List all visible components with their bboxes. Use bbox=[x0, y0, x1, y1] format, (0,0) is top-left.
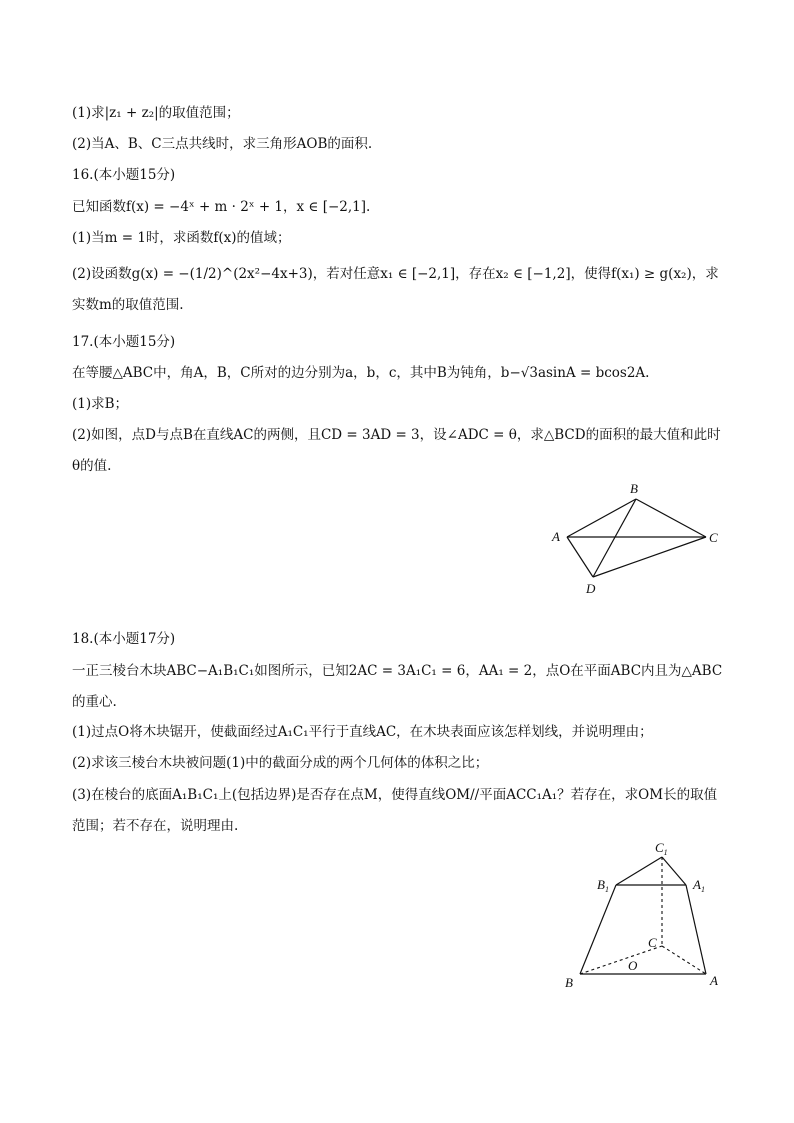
question-17-part-1: (1)求B； bbox=[72, 396, 129, 412]
label-a: A bbox=[552, 529, 560, 544]
edge-aa1 bbox=[686, 885, 706, 974]
label-b1: $B_1$ bbox=[597, 877, 609, 894]
edge-c1a1 bbox=[662, 857, 686, 885]
question-18-header: 18.(本小题17分) bbox=[72, 631, 176, 647]
question-18-part-1: (1)过点O将木块锯开，使截面经过A₁C₁平行于直线AC，在木块表面应该怎样划线，并说明理由； bbox=[72, 724, 653, 740]
question-17-part-2: (2)如图，点D与点B在直线AC的两侧，且CD = 3AD = 3，设∠ADC = θ，求△BCD的面积的最大值和此时θ的值. bbox=[72, 427, 721, 474]
question-17-stem: 在等腰△ABC中，角A，B，C所对的边分别为a，b，c，其中B为钝角，b−√3asinA = bcos2A. bbox=[72, 365, 650, 381]
edge-b1c1 bbox=[616, 857, 662, 885]
question-18-part-2: (2)求该三棱台木块被问题(1)中的截面分成的两个几何体的体积之比； bbox=[72, 755, 489, 771]
question-16-part-2: (2)设函数g(x) = −(1/2)^(2x²−4x+3)，若对任意x₁ ∈ [−2,1]，存在x₂ ∈ [−1,2]，使得f(x₁) ≥ g(x₂)，求实数m的取值范围. bbox=[72, 266, 719, 313]
question-16-stem: 已知函数f(x) = −4ˣ + m · 2ˣ + 1，x ∈ [−2,1]. bbox=[72, 199, 371, 215]
question-17-header: 17.(本小题15分) bbox=[72, 334, 176, 350]
label-a: A bbox=[710, 973, 718, 988]
frustum-figure bbox=[555, 835, 735, 995]
label-b: B bbox=[565, 975, 573, 990]
label-o: O bbox=[628, 958, 638, 973]
question-18-stem: 一正三棱台木块ABC−A₁B₁C₁如图所示，已知2AC = 3A₁C₁ = 6，AA₁ = 2，点O在平面ABC内且为△ABC的重心. bbox=[72, 663, 723, 710]
label-c: C bbox=[648, 935, 657, 950]
question-16-part-1: (1)当m = 1时，求函数f(x)的值域； bbox=[72, 230, 291, 246]
label-a1: $A_1$ bbox=[693, 877, 705, 894]
triangle-figure-abcd bbox=[540, 478, 730, 598]
label-b: B bbox=[630, 481, 638, 496]
question-15-part-2: (2)当A、B、C三点共线时，求三角形AOB的面积. bbox=[72, 136, 373, 152]
question-16-header: 16.(本小题15分) bbox=[72, 167, 176, 183]
segment-ad bbox=[567, 537, 593, 577]
label-c: C bbox=[709, 530, 718, 545]
question-15-part-1: (1)求|z₁ + z₂|的取值范围； bbox=[72, 105, 240, 121]
question-18-part-3: (3)在棱台的底面A₁B₁C₁上(包括边界)是否存在点M，使得直线OM//平面ACC₁A₁？若存在，求OM长的取值范围；若不存在，说明理由. bbox=[72, 787, 718, 834]
segment-dc bbox=[593, 537, 706, 577]
edge-bc-hidden bbox=[580, 946, 662, 974]
label-d: D bbox=[586, 581, 596, 596]
edge-bb1 bbox=[580, 885, 616, 974]
segment-bc bbox=[636, 499, 706, 537]
edge-ca-hidden bbox=[662, 946, 706, 974]
label-c1: $C_1$ bbox=[655, 840, 668, 857]
